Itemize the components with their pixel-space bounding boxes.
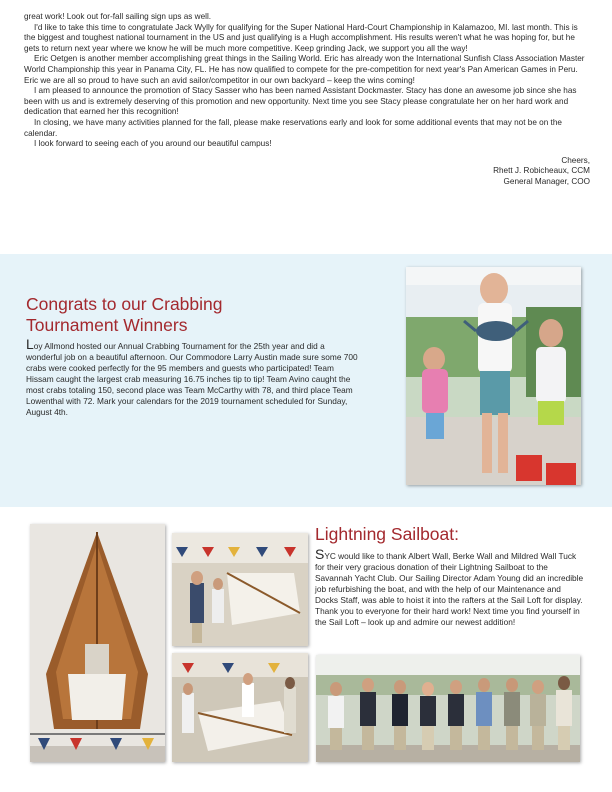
letter-paragraph: Eric Oetgen is another member accomplishing great things in the Sailing World. Eric has already won the International Sunfish Class Association Master World Championship this year in Panama City, FL. He has now qualified to compete for the pre-competition for next year's Pan American Games in Peru. Eric we are all so proud to have such an avid sailor/competitor in our own backyard – keep the wins coming! <box>24 54 585 85</box>
drop-cap: L <box>26 336 34 352</box>
gm-letter <box>24 12 590 188</box>
letter-paragraph: great work! Look out for-fall sailing sign ups as well. <box>24 12 212 21</box>
crabbing-heading-line1: Congrats to our Crabbing <box>26 294 223 314</box>
crabbing-article-text: oy Allmond hosted our Annual Crabbing Tournament for the 25th year and did a wonderful job on a beautiful afternoon. Our Commodore Larry Austin made sure some 700 crabs were cooked perfectly for the 95 members and guests who participated! Team Hissam caught the largest crab measuring 16.75 inches tip to tip! Team Avino caught the most crabs totaling 150, second place was Team McCarthy with 78, and third place Team Lowenthal with 72. Mark your calendars for the 2019 tournament scheduled for Sunday, August 4th. <box>26 341 358 417</box>
signer-title: General Manager, COO <box>503 176 590 186</box>
sailboat-article-text: YC would like to thank Albert Wall, Berke Wall and Mildred Wall Tuck for their very gracious donation of their Lightning Sailboat to the Savannah Yacht Club. Our Sailing Director Adam Young did an incredible job refurbishing the boat, and with the help of our Maintenance and Docks Staff, was able to hoist it into the rafters at the Sail Loft for display. Thank you to everyone for their hard work! Next time you find yourself in the Sail Loft – look up and admire our newest addition! <box>315 551 584 627</box>
closing: Cheers, <box>561 155 590 165</box>
sailboat-article <box>315 546 585 628</box>
crabbing-heading <box>26 294 386 336</box>
crabbing-article <box>26 336 362 418</box>
boat-floor-illustration <box>172 653 308 762</box>
staff-carrying-boat-photo <box>172 533 308 646</box>
letter-paragraph: I am pleased to announce the promotion of Stacy Sasser who has been named Assistant Dockmaster. Stacy has done an awesome job since she has been with us and is extremely deserving of this promotion and new opportunity. Next time you see Stacy please congratulate her on her hard work and dedication that earned her this recognition! <box>24 86 577 117</box>
group-photo-illustration <box>316 655 580 762</box>
sailboat-hull-illustration <box>30 524 165 762</box>
crabbing-winners-photo <box>406 267 581 485</box>
signature-block <box>24 156 590 188</box>
letter-paragraph: In closing, we have many activities planned for the fall, please make reservations early and look for some additional events that may not be on the calendar. <box>24 117 562 138</box>
staff-with-boat-photo <box>172 653 308 762</box>
sailboat-heading: Lightning Sailboat: <box>315 524 459 544</box>
sailboat-rafters-photo <box>30 524 165 762</box>
maintenance-staff-group-photo <box>316 655 580 762</box>
letter-paragraph: I look forward to seeing each of you around our beautiful campus! <box>34 139 272 149</box>
signer-name: Rhett J. Robicheaux, CCM <box>493 166 590 176</box>
carrying-boat-illustration <box>172 533 308 646</box>
drop-cap: S <box>315 546 325 562</box>
crabbing-heading-line2: Tournament Winners <box>26 315 188 335</box>
crabbing-photo-illustration <box>406 267 581 485</box>
letter-paragraph: I'd like to take this time to congratulate Jack Wylly for qualifying for the Super National Hard-Court Championship in Kalamazoo, MI. last month. This is the biggest and toughest national tournament in the US and just qualifying is a Hugh accomplishment. His results weren't what he was hoping for, but he gets to return next year where we know he will be much more competitive. Keep grinding Jack, we support you all the way! <box>24 22 578 53</box>
